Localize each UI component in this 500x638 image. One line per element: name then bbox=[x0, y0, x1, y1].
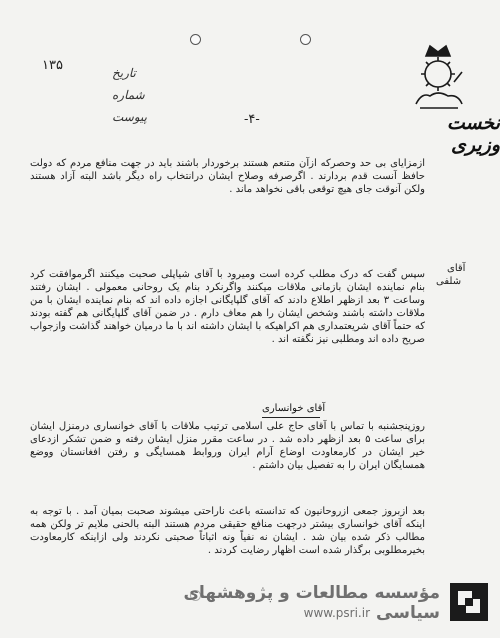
punch-hole bbox=[300, 34, 311, 45]
margin-note-1: آقای bbox=[447, 263, 466, 274]
watermark-url[interactable]: www.psri.ir bbox=[303, 606, 370, 620]
office-letterhead-title: نخست وزیری bbox=[446, 112, 500, 156]
institute-logo-icon bbox=[450, 583, 488, 621]
watermark-institute-name: مؤسسه مطالعات و پژوهشهای سیاسی bbox=[183, 583, 440, 623]
paragraph-1: ازمزایای بی حد وحصرکه ازآن متنعم هستند برخوردار باشند باید در جهت منافع مردم که دولت حافظ آنست قدم بردارند . اگرصرفه وصلاح ایشان درانتخاب راه دیگر باشد البته آزاد هستند ولکن آنوقت جای هیچ توقعی باقی نخواهد ماند . bbox=[30, 158, 425, 195]
page-marker: -۴- bbox=[244, 112, 260, 127]
paragraph-4: بعد ازبروز جمعی ازروحانیون که تدانسته باعث ناراحتی میشوند صحبت بمیان آمد . با توجه به اینکه آقای خوانساری بیشتر درجهت منافع حقیقی مردم هستند البته بالحنی ملایم تر ولکن همه مطالب ذکر شده بیان شد . ایشان نه نفیاً ونه اثباتاً صحبتی نکردند ولی ازاینکه کارمعاودت بخیرمطلوبی برگذار شده است اظهار رضایت کردند . bbox=[30, 506, 425, 556]
paragraph-3: روزپنجشنبه با تماس با آقای حاج علی اسلامی ترتیب ملاقات با آقای خوانساری درمنزل ایشان برای ساعت ۵ بعد ازظهر داده شد . در ساعت مقرر منزل ایشان رفته و ضمن تشکر ازدعای خیر ایشان در کارمعاودت اوضاع آرام ایران وروابط همسایگی و رفتن افغانستان ووضع همسایگان ایران را به تفصیل بیان داشتم . bbox=[30, 421, 425, 471]
lion-and-sun-emblem bbox=[408, 42, 468, 112]
margin-note-2: شلفی bbox=[436, 276, 462, 287]
attachment-label: پیوست bbox=[112, 110, 147, 124]
corner-page-number: ۱۳۵ bbox=[42, 58, 63, 73]
section-heading: آقای خوانساری bbox=[262, 403, 326, 414]
punch-hole bbox=[190, 34, 201, 45]
heading-underline bbox=[262, 417, 320, 418]
paragraph-2: سپس گفت که درک مطلب کرده است ومیرود با آقای شیاپلی صحبت میکنند اگرموافقت کرد بنام نماینده ایشان بازمانی ملاقات میکنند واگرنکرد بنام یک روحانی معمولی . ایشان رفتند وساعت ۳ بعد ازظهر اطلاع دادند که آقای گلپایگانی اجازه داده اند که بنام نماینده ایشان با من ملاقات داشته باشند وشخص ایشان را هم معاف دارم . در ضمن آقای گلپایگانی هم گفته بودند که حتماً آقای شریعتمداری هم اکراهیکه با ایشان داشته اند با ما درمیان خواهند گذاشت وازجواب صریح داده اند ومطلبی نیز نگفته اند . bbox=[30, 269, 425, 345]
date-label: تاریخ bbox=[112, 66, 136, 80]
number-label: شماره bbox=[112, 88, 145, 102]
